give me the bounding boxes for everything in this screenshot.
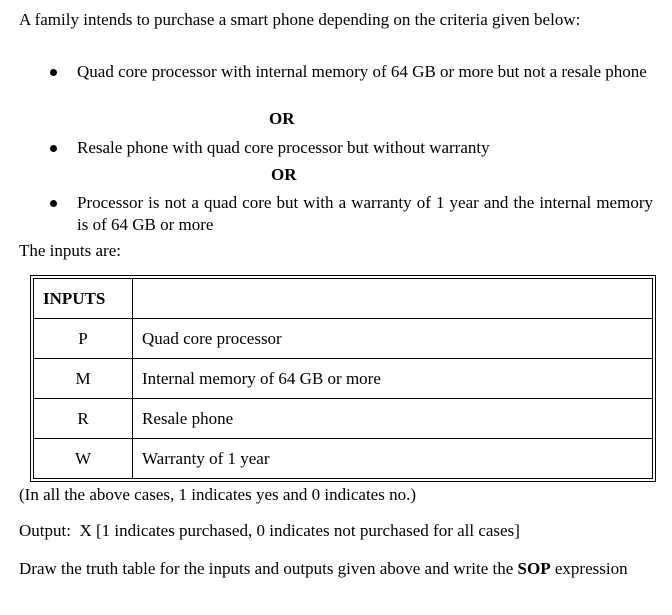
inputs-table: [33, 278, 653, 479]
table-row: [34, 359, 653, 399]
inputs-header-blank: [133, 279, 653, 319]
criterion-2: [60, 137, 653, 159]
task-text: Draw the truth table for the inputs and outputs given above and write the: [19, 559, 518, 578]
criterion-3-text: Processor is not a quad core but with a warranty of 1 year and the internal memory is of 64 GB or more: [77, 193, 653, 234]
input-code: R: [34, 399, 133, 439]
task-instruction: [19, 558, 653, 580]
table-row: [34, 399, 653, 439]
input-code: M: [34, 359, 133, 399]
output-text: Output: X [1 indicates purchased, 0 indicates not purchased for all cases]: [19, 521, 520, 540]
bullet-icon: [50, 69, 57, 76]
input-description: Warranty of 1 year: [133, 439, 653, 479]
sop-term: SOP: [517, 559, 551, 578]
bullet-icon: [50, 145, 57, 152]
criterion-1-text: Quad core processor with internal memory of 64 GB or more but not a resale phone: [77, 62, 647, 81]
input-code: W: [34, 439, 133, 479]
table-row: [34, 439, 653, 479]
input-description: Quad core processor: [133, 319, 653, 359]
or-separator-2: OR: [271, 165, 297, 184]
input-description: Internal memory of 64 GB or more: [133, 359, 653, 399]
criterion-1: [60, 61, 653, 83]
inputs-header: INPUTS: [34, 279, 133, 319]
criterion-3: [60, 192, 653, 236]
input-code: P: [34, 319, 133, 359]
task-text-end: expression: [550, 559, 628, 578]
inputs-intro: The inputs are:: [19, 241, 121, 260]
table-header-row: [34, 279, 653, 319]
note-text: (In all the above cases, 1 indicates yes and 0 indicates no.): [19, 485, 417, 504]
criterion-2-text: Resale phone with quad core processor but without warranty: [77, 138, 490, 157]
intro-paragraph: A family intends to purchase a smart phone depending on the criteria given below:: [19, 10, 581, 29]
or-separator-1: OR: [269, 109, 295, 128]
bullet-icon: [50, 200, 57, 207]
input-description: Resale phone: [133, 399, 653, 439]
table-row: [34, 319, 653, 359]
